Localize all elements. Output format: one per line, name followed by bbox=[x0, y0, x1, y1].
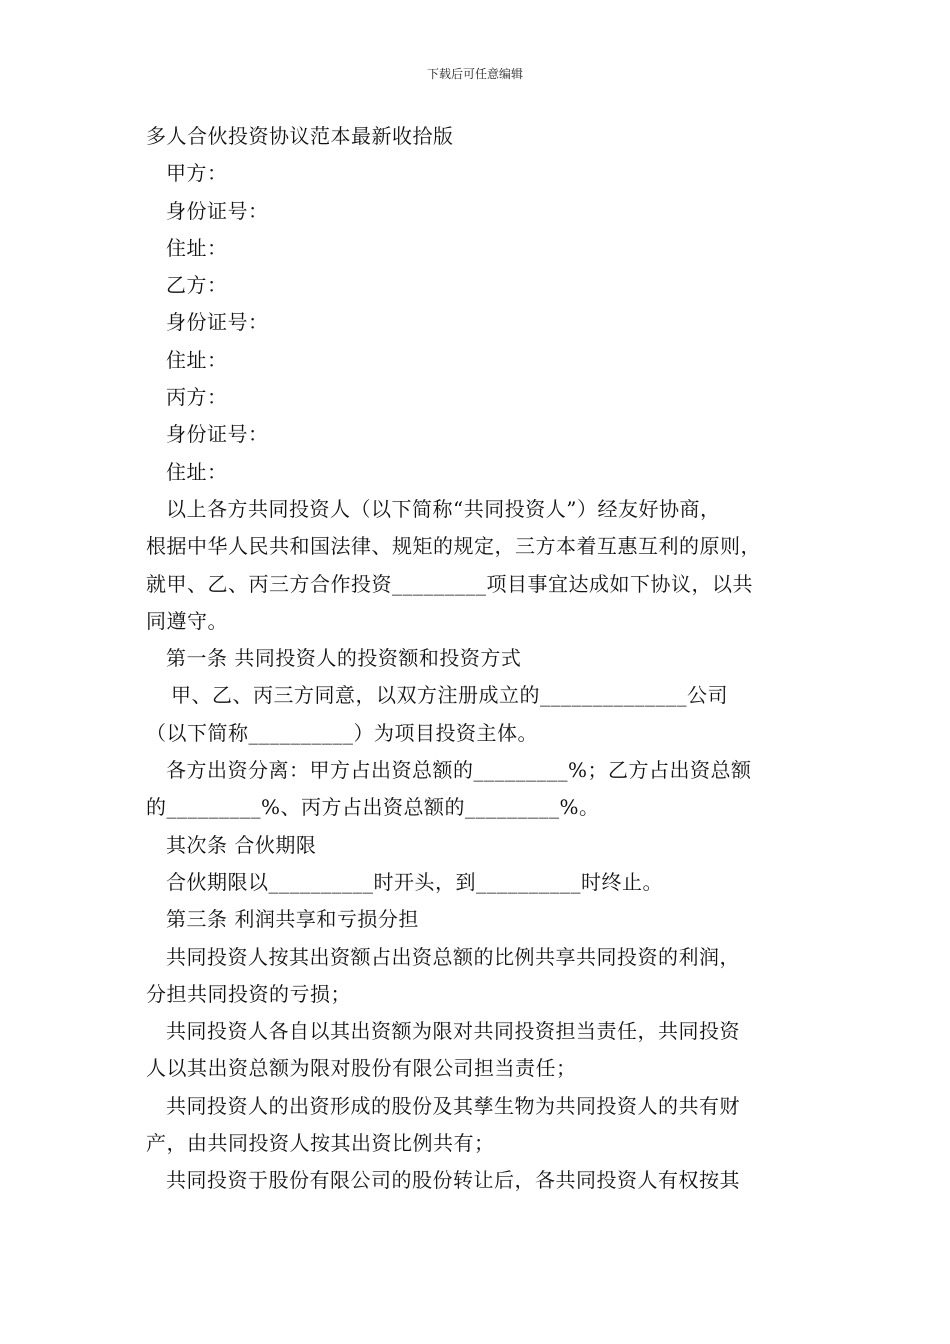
article-3-line: 共同投资人的出资形成的股份及其孳生物为共同投资人的共有财 bbox=[166, 1093, 740, 1118]
article-1-line: 的_________%、丙方占出资总额的_________%。 bbox=[146, 795, 600, 820]
intro-line: 根据中华人民共和国法律、规矩的规定，三方本着互惠互利的原则， bbox=[146, 534, 761, 559]
document-title: 多人合伙投资协议范本最新收拾版 bbox=[146, 124, 454, 148]
article-3-heading: 第三条 利润共享和亏损分担 bbox=[166, 907, 419, 932]
intro-line: 同遵守。 bbox=[146, 608, 228, 633]
article-2-line: 合伙期限以__________时开头，到__________时终止。 bbox=[166, 869, 663, 894]
party-b-label: 乙方： bbox=[166, 273, 228, 298]
article-3-line: 共同投资人各自以其出资额为限对共同投资担当责任，共同投资 bbox=[166, 1019, 740, 1044]
intro-line: 以上各方共同投资人（以下简称“共同投资人”）经友好协商， bbox=[166, 496, 721, 521]
agreement-body bbox=[146, 118, 810, 1200]
party-c-id-label: 身份证号： bbox=[166, 422, 269, 447]
party-a-id-label: 身份证号： bbox=[166, 198, 269, 223]
article-1-line: （以下简称__________）为项目投资主体。 bbox=[146, 720, 538, 745]
party-c-label: 丙方： bbox=[166, 385, 228, 410]
article-1-heading: 第一条 共同投资人的投资额和投资方式 bbox=[166, 646, 522, 671]
article-3-line: 共同投资人按其出资额占出资总额的比例共享共同投资的利润， bbox=[166, 944, 740, 969]
article-3-line: 人以其出资总额为限对股份有限公司担当责任； bbox=[146, 1056, 577, 1081]
article-3-line: 共同投资于股份有限公司的股份转让后，各共同投资人有权按其 bbox=[166, 1168, 740, 1193]
article-3-line: 分担共同投资的亏损； bbox=[146, 981, 351, 1006]
party-a-label: 甲方： bbox=[166, 161, 228, 186]
party-c-address-label: 住址： bbox=[166, 459, 228, 484]
article-2-heading: 其次条 合伙期限 bbox=[166, 832, 317, 857]
party-b-address-label: 住址： bbox=[166, 347, 228, 372]
intro-line: 就甲、乙、丙三方合作投资_________项目事宜达成如下协议，以共 bbox=[146, 571, 753, 596]
article-1-line: 甲、乙、丙三方同意，以双方注册成立的______________公司 bbox=[171, 683, 728, 708]
page-header-note: 下载后可任意编辑 bbox=[426, 67, 523, 81]
article-3-line: 产，由共同投资人按其出资比例共有； bbox=[146, 1131, 495, 1156]
party-a-address-label: 住址： bbox=[166, 235, 228, 260]
party-b-id-label: 身份证号： bbox=[166, 310, 269, 335]
article-1-line: 各方出资分离：甲方占出资总额的_________%；乙方占出资总额 bbox=[166, 758, 752, 783]
